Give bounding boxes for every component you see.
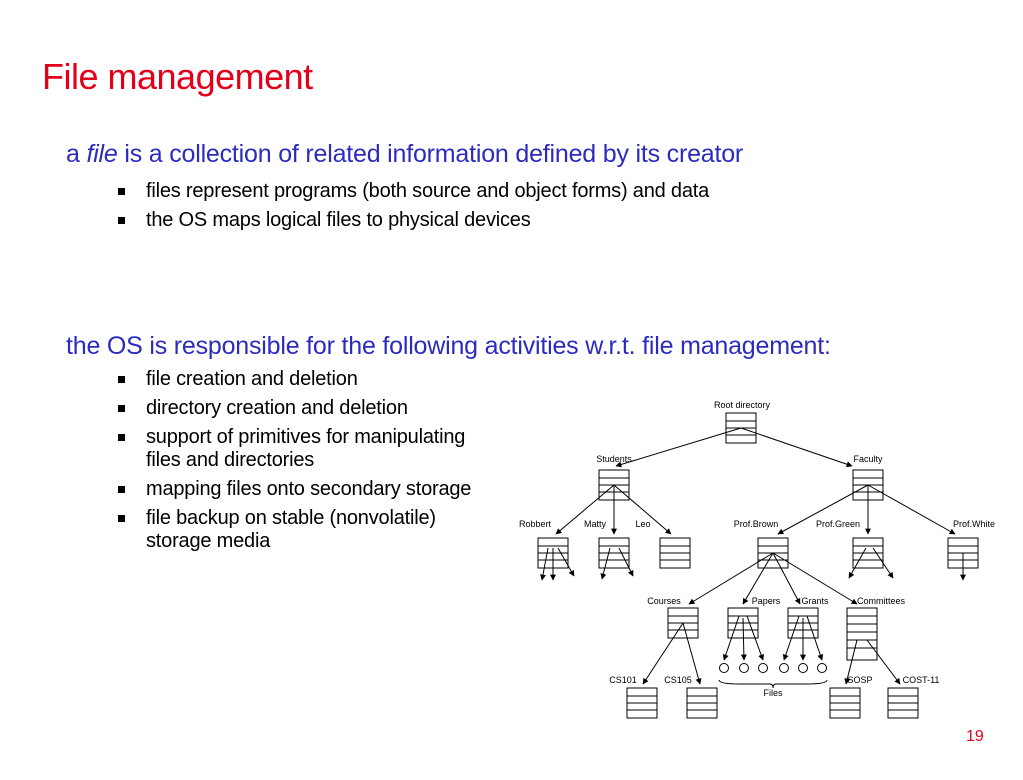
slide-title: File management bbox=[42, 56, 313, 97]
bullet-square-icon bbox=[118, 217, 125, 224]
label-cs101: CS101 bbox=[609, 675, 637, 685]
cs101-directory-box bbox=[627, 688, 657, 718]
bullet-item bbox=[118, 507, 471, 553]
committees-directory-box bbox=[847, 608, 877, 660]
bullet-square-icon bbox=[118, 376, 125, 383]
label-committees: Committees bbox=[856, 596, 906, 606]
bullet-square-icon bbox=[118, 515, 125, 522]
leo-directory-box bbox=[660, 538, 690, 568]
bullet-item bbox=[118, 426, 471, 472]
label-cs105: CS105 bbox=[664, 675, 692, 685]
directory-tree-diagram bbox=[510, 390, 996, 730]
bullet-text: file backup on stable (nonvolatile) bbox=[146, 507, 436, 529]
bullet-item bbox=[118, 368, 471, 391]
bullet-text: files represent programs (both source and object forms) and data bbox=[146, 180, 710, 202]
label-grants: Grants bbox=[801, 596, 829, 606]
label-root-directory: Root directory bbox=[713, 400, 771, 410]
definition-point bbox=[66, 140, 743, 169]
label-papers: Papers bbox=[751, 596, 781, 606]
plain-file-circles bbox=[720, 664, 827, 673]
definition-suffix: is a collection of related information defined by its creator bbox=[117, 140, 744, 168]
label-sosp: SOSP bbox=[847, 675, 873, 685]
cost11-directory-box bbox=[888, 688, 918, 718]
bullet-item bbox=[118, 478, 471, 501]
label-faculty: Faculty bbox=[853, 454, 883, 464]
files-brace bbox=[719, 680, 827, 688]
bullet-square-icon bbox=[118, 434, 125, 441]
matty-directory-box bbox=[599, 538, 629, 568]
label-prof-white: Prof.White bbox=[952, 519, 996, 529]
label-cost11: COST-11 bbox=[902, 675, 940, 685]
label-prof-green: Prof.Green bbox=[815, 519, 861, 529]
responsibilities-bullets bbox=[118, 368, 471, 553]
responsibilities-point: the OS is responsible for the following activities w.r.t. file management: bbox=[66, 332, 831, 360]
label-students: Students bbox=[596, 454, 632, 464]
definition-emphasis: file bbox=[86, 140, 118, 168]
label-robbert: Robbert bbox=[518, 519, 552, 529]
bullet-item bbox=[118, 397, 471, 420]
bullet-text-continued: files and directories bbox=[146, 449, 315, 471]
bullet-text: mapping files onto secondary storage bbox=[146, 478, 472, 500]
bullet-text: directory creation and deletion bbox=[146, 397, 408, 419]
label-courses: Courses bbox=[647, 596, 681, 606]
label-prof-brown: Prof.Brown bbox=[733, 519, 779, 529]
bullet-square-icon bbox=[118, 486, 125, 493]
bullet-square-icon bbox=[118, 405, 125, 412]
label-files: Files bbox=[763, 688, 783, 698]
bullet-text-continued: storage media bbox=[146, 530, 271, 552]
bullet-text: file creation and deletion bbox=[146, 368, 358, 390]
definition-bullets bbox=[118, 180, 709, 232]
bullet-square-icon bbox=[118, 188, 125, 195]
label-matty: Matty bbox=[583, 519, 607, 529]
definition-prefix: a bbox=[66, 140, 87, 168]
bullet-text: support of primitives for manipulating bbox=[146, 426, 466, 448]
bullet-item bbox=[118, 180, 709, 203]
bullet-text: the OS maps logical files to physical devices bbox=[146, 209, 531, 231]
sosp-directory-box bbox=[830, 688, 860, 718]
bullet-item bbox=[118, 209, 709, 232]
page-number: 19 bbox=[966, 728, 984, 745]
cs105-directory-box bbox=[687, 688, 717, 718]
label-leo: Leo bbox=[635, 519, 651, 529]
